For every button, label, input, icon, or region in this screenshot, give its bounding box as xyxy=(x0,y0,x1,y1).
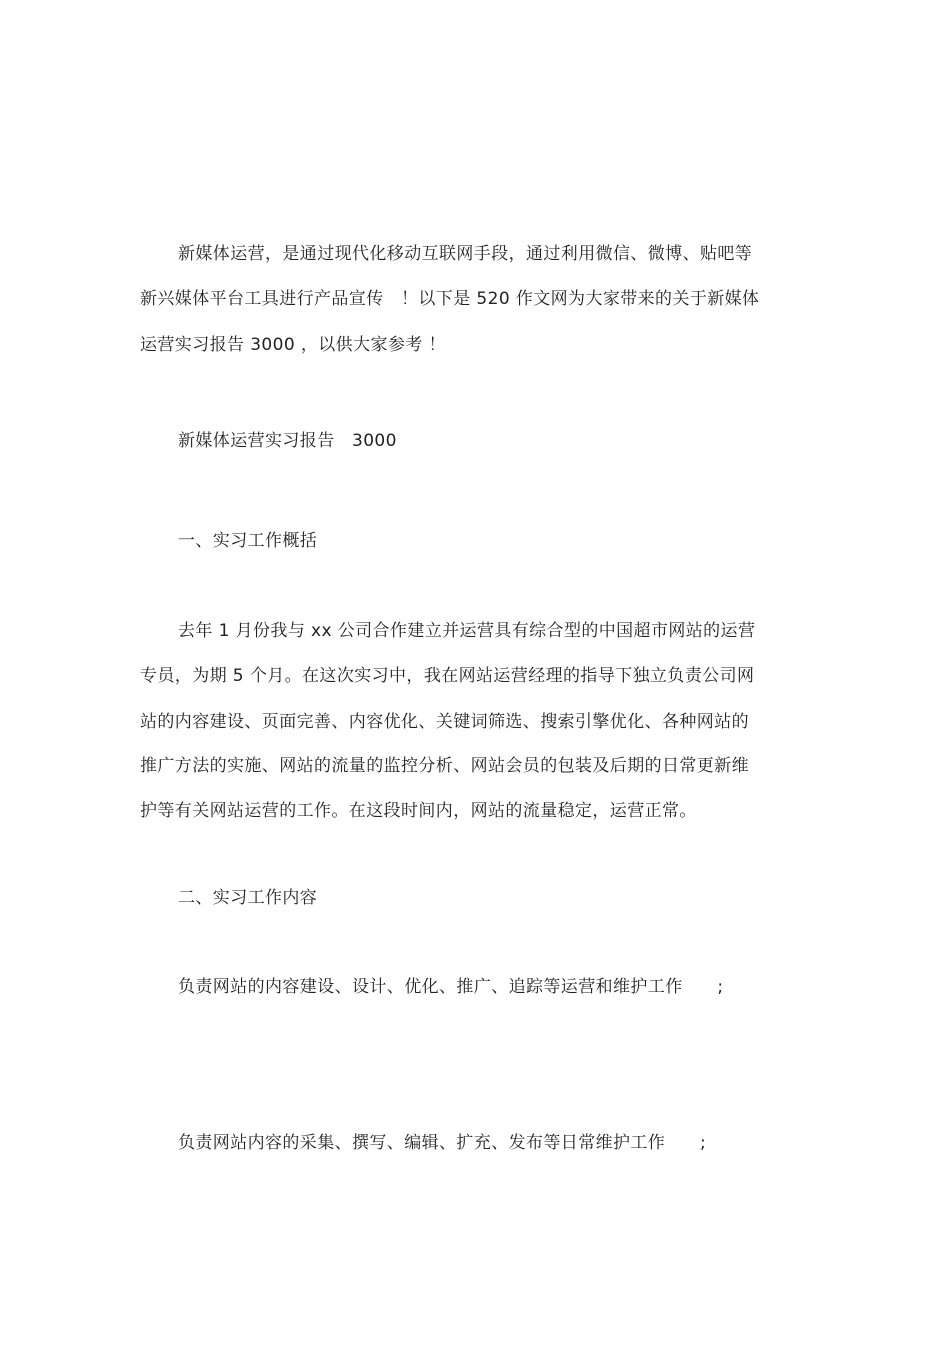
section1-line-2: 专员，为期 5 个月。在这次实习中，我在网站运营经理的指导下独立负责公司网 xyxy=(140,666,755,686)
intro-line-1: 新媒体运营，是通过现代化移动互联网手段，通过利用微信、微博、贴吧等 xyxy=(178,244,753,264)
intro-line-2: 新兴媒体平台工具进行产品宣传 ！以下是 520 作文网为大家带来的关于新媒体 xyxy=(140,289,760,309)
section2-item-1: 负责网站的内容建设、设计、优化、推广、追踪等运营和维护工作 ; xyxy=(178,977,724,997)
section2-heading: 二、实习工作内容 xyxy=(178,888,318,908)
section1-line-3: 站的内容建设、页面完善、内容优化、关键词筛选、搜索引擎优化、各种网站的 xyxy=(140,712,749,732)
report-title: 新媒体运营实习报告 3000 xyxy=(178,431,397,451)
intro-line-3: 运营实习报告 3000 ，以供大家参考 ！ xyxy=(140,335,446,355)
section1-line-1: 去年 1 月份我与 xx 公司合作建立并运营具有综合型的中国超市网站的运营 xyxy=(178,621,756,641)
section2-item-2: 负责网站内容的采集、撰写、编辑、扩充、发布等日常维护工作 ; xyxy=(178,1133,707,1153)
section1-heading: 一、实习工作概括 xyxy=(178,531,318,551)
section1-line-4: 推广方法的实施、网站的流量的监控分析、网站会员的包装及后期的日常更新维 xyxy=(140,756,749,776)
section1-line-5: 护等有关网站运营的工作。在这段时间内，网站的流量稳定，运营正常。 xyxy=(140,801,697,821)
